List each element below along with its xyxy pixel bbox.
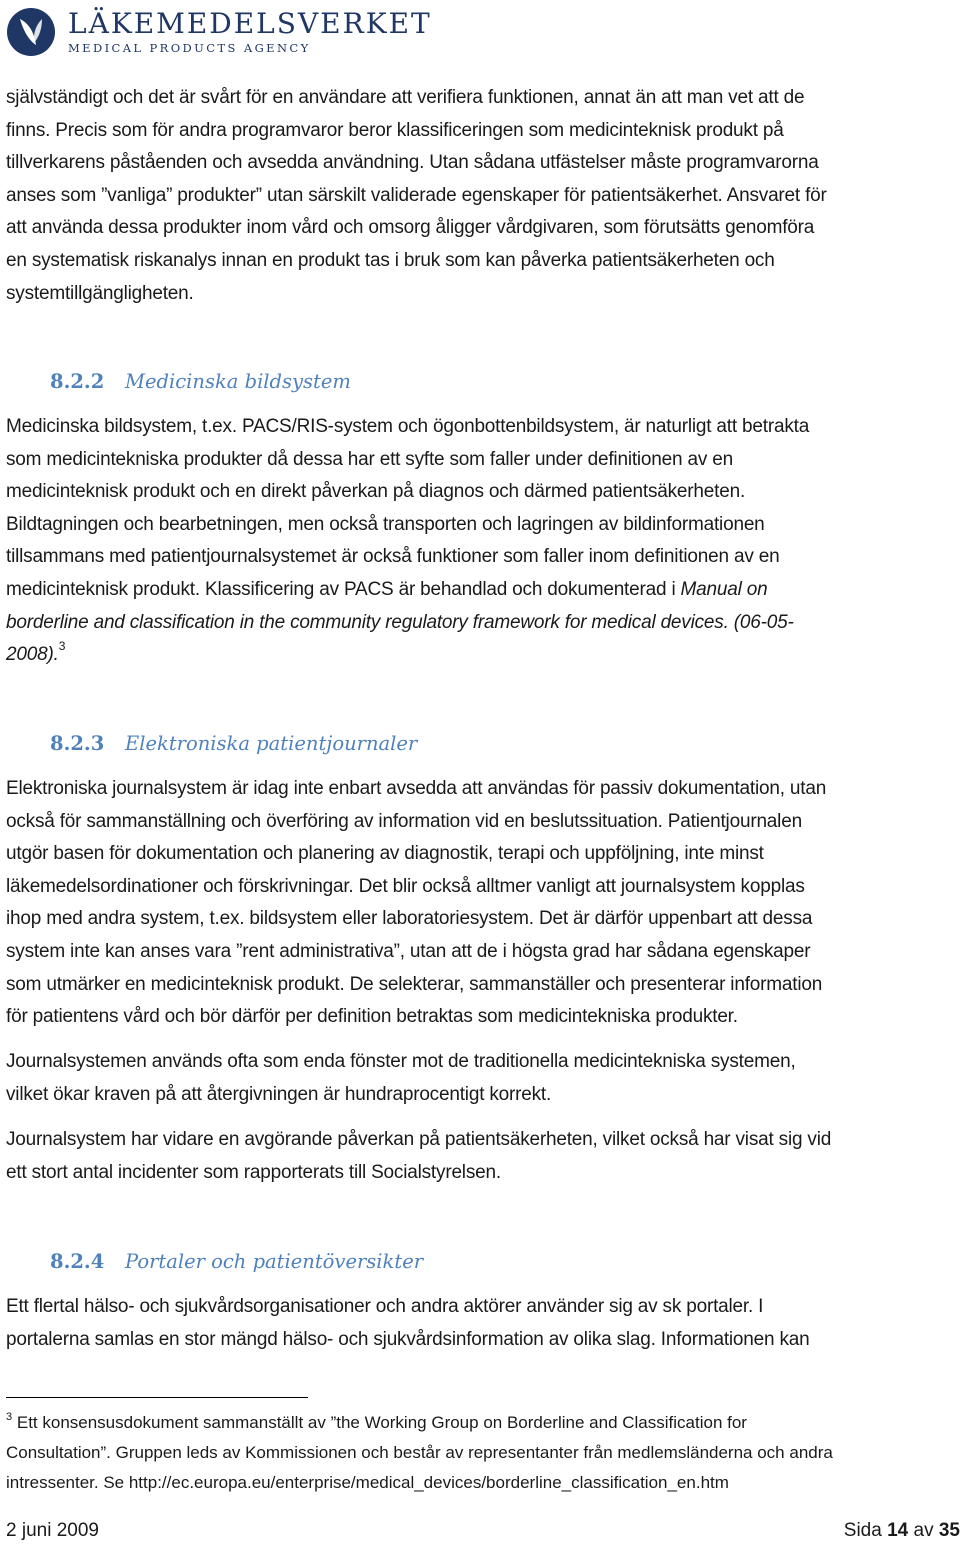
text-line: tillsammans med patientjournalsystemet är också funktioner som faller inom definitionen av en	[6, 546, 780, 568]
section-heading-elektroniska-patientjournaler	[50, 732, 417, 755]
text-line: systemtillgängligheten.	[6, 282, 194, 304]
text-line: ihop med andra system, t.ex. bildsystem eller laboratoriesystem. Det är därför uppenbart att dessa	[6, 908, 813, 930]
footnote-text: Ett konsensusdokument sammanställt av ”the Working Group on Borderline and Classification for	[16, 1413, 747, 1432]
text-line	[6, 639, 954, 672]
paragraph-incidenter	[6, 1124, 954, 1189]
footnote-text: intressenter. Se http://ec.europa.eu/enterprise/medical_devices/borderline_classification_en.htm	[6, 1472, 729, 1492]
section-number: 8.2.2	[50, 370, 105, 393]
manual-title-italic: 2008).	[6, 644, 59, 666]
section-number: 8.2.4	[50, 1250, 105, 1273]
paragraph-fonster	[6, 1046, 954, 1111]
text-line: Medicinska bildsystem, t.ex. PACS/RIS-system och ögonbottenbildsystem, är naturligt att betrakta	[6, 416, 810, 437]
footnote-text: Consultation”. Gruppen leds av Kommissionen och består av representanter från medlemsländerna och andra	[6, 1442, 833, 1462]
agency-logo	[6, 4, 432, 60]
paragraph-bildsystem	[6, 411, 954, 672]
agency-emblem-icon	[6, 7, 56, 57]
text-line: som medicintekniska produkter då dessa har ett syfte som faller under definitionen av en	[6, 448, 733, 470]
text-line: Bildtagningen och bearbetningen, men också transporten och lagringen av bildinformationen	[6, 513, 765, 535]
footer-date: 2 juni 2009	[6, 1520, 99, 1541]
text-run: medicinteknisk produkt. Klassificering av PACS är behandlad och dokumenterad i	[6, 578, 681, 600]
paragraph-intro	[6, 82, 954, 310]
text-line: Journalsystem har vidare en avgörande påverkan på patientsäkerheten, vilket också har visat sig vid	[6, 1129, 832, 1150]
page-current: 14	[887, 1520, 909, 1541]
text-line: läkemedelsordinationer och förskrivningar. Det blir också alltmer vanligt att journalsystem kopplas	[6, 875, 805, 897]
text-line: vilket ökar kraven på att återgivningen är hundraprocentigt korrekt.	[6, 1083, 552, 1105]
paragraph-portaler	[6, 1291, 954, 1356]
section-heading-medicinska-bildsystem	[50, 370, 351, 393]
logo-title: LÄKEMEDELSVERKET	[68, 7, 432, 40]
text-line: system inte kan anses vara ”rent administrativa”, utan att de i högsta grad har sådana egenskaper	[6, 940, 811, 962]
text-line: ett stort antal incidenter som rapporterats till Socialstyrelsen.	[6, 1161, 501, 1183]
section-title: Medicinska bildsystem	[125, 370, 351, 393]
manual-title-italic: borderline and classification in the community regulatory framework for medical devices. (06-05-	[6, 611, 794, 633]
page-number	[844, 1520, 960, 1542]
section-title: Portaler och patientöversikter	[125, 1250, 424, 1273]
text-line: Journalsystemen används ofta som enda fönster mot de traditionella medicintekniska systemen,	[6, 1051, 796, 1072]
page-of-label: av	[913, 1520, 934, 1541]
text-line: också för sammanställning och överföring av information vid en beslutssituation. Patientjournalen	[6, 810, 802, 832]
text-line: Ett flertal hälso- och sjukvårdsorganisationer och andra aktörer använder sig av sk portaler. I	[6, 1296, 764, 1317]
footnote	[6, 1408, 954, 1497]
text-line	[6, 574, 954, 607]
text-line: en systematisk riskanalys innan en produkt tas i bruk som kan påverka patientsäkerheten och	[6, 249, 775, 271]
text-line: medicinteknisk produkt och en direkt påverkan på diagnos och därmed patientsäkerheten.	[6, 481, 746, 503]
text-line: finns. Precis som för andra programvaror beror klassificeringen som medicinteknisk produkt på	[6, 119, 784, 141]
paragraph-journalsystem	[6, 773, 954, 1034]
section-number: 8.2.3	[50, 732, 105, 755]
text-line: anses som ”vanliga” produkter” utan särskilt validerade egenskaper för patientsäkerhet. Ansvaret för	[6, 184, 827, 206]
text-line: tillverkarens påståenden och avsedda användning. Utan sådana utfästelser måste programvarorna	[6, 152, 819, 174]
manual-title-italic: Manual on	[680, 578, 768, 600]
text-line: portalerna samlas en stor mängd hälso- och sjukvårdsinformation av olika slag. Informationen kan	[6, 1328, 810, 1350]
text-line: självständigt och det är svårt för en användare att verifiera funktionen, annat än att man vet att de	[6, 87, 805, 108]
section-heading-portaler	[50, 1250, 423, 1273]
text-line: utgör basen för dokumentation och planering av diagnostik, terapi och uppföljning, inte minst	[6, 843, 764, 865]
page-label: Sida	[843, 1520, 882, 1541]
footnote-reference[interactable]: 3	[58, 639, 66, 654]
text-line: att använda dessa produkter inom vård och omsorg åligger vårdgivaren, som förutsätts genomföra	[6, 217, 815, 239]
footnote-separator	[6, 1397, 308, 1398]
section-title: Elektroniska patientjournaler	[125, 732, 418, 755]
footnote-number: 3	[6, 1411, 13, 1423]
text-line: Elektroniska journalsystem är idag inte enbart avsedda att användas för passiv dokumentation, utan	[6, 778, 827, 799]
logo-subtitle: MEDICAL PRODUCTS AGENCY	[68, 41, 311, 55]
page-total: 35	[938, 1520, 960, 1541]
text-line	[6, 1408, 954, 1438]
text-line: för patientens vård och bör därför per definition betraktas som medicintekniska produkter.	[6, 1006, 738, 1028]
text-line: som utmärker en medicinteknisk produkt. De selekterar, sammanställer och presenterar information	[6, 973, 823, 995]
